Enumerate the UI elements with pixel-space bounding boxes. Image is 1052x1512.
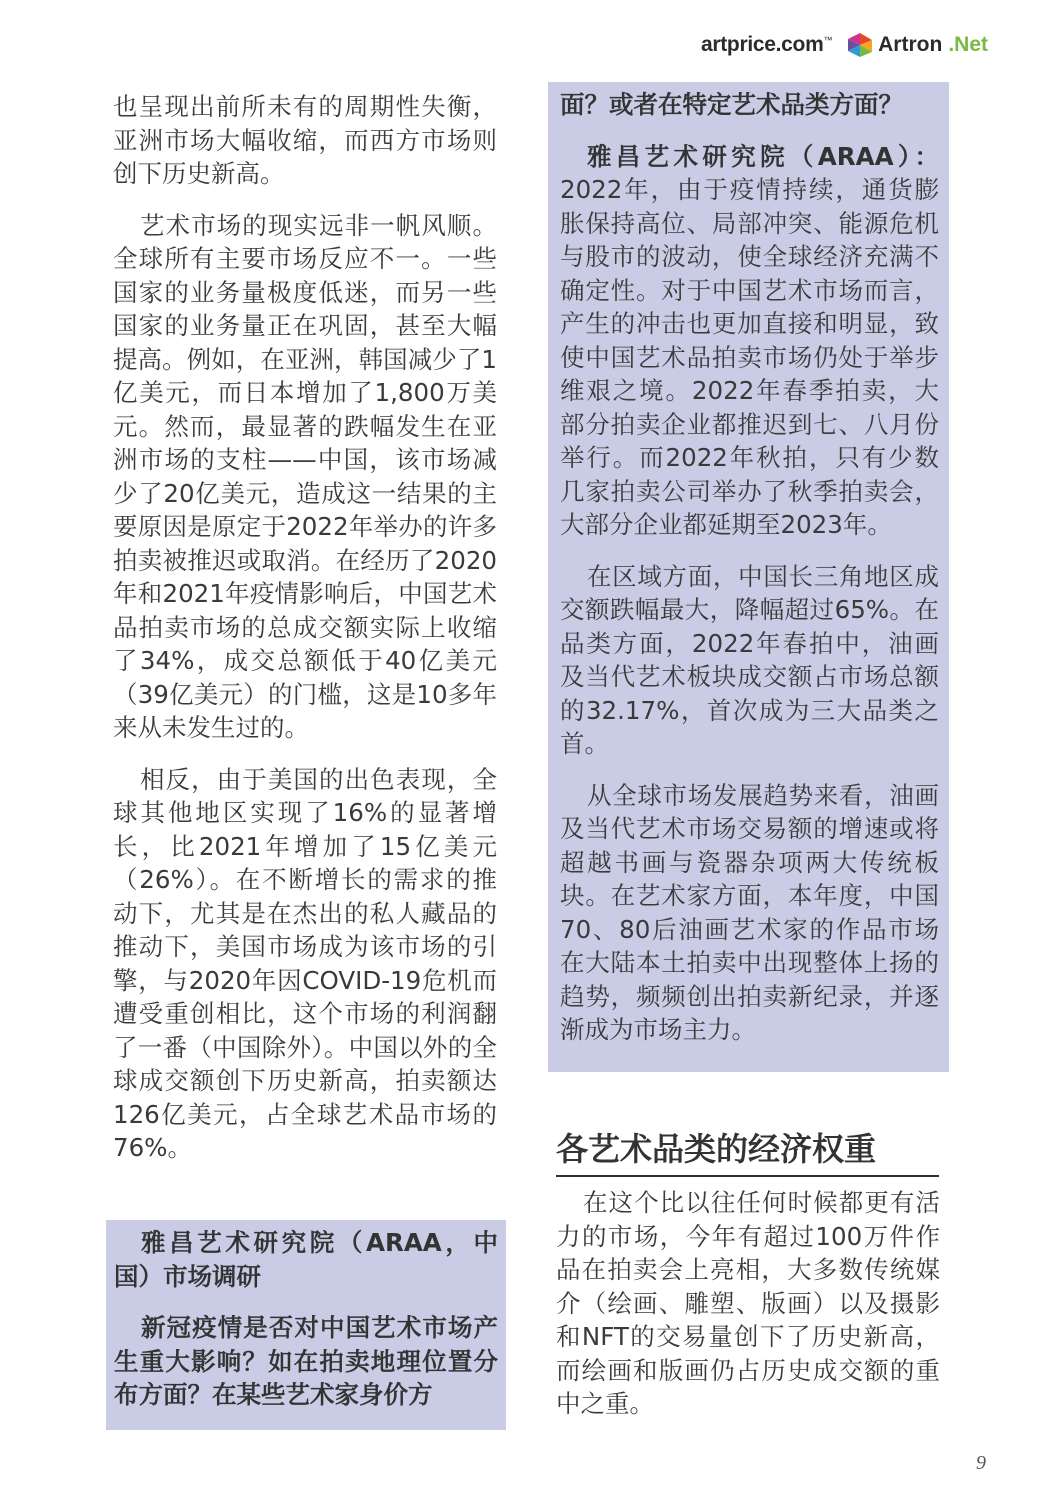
artprice-logo-text: artprice.com — [700, 33, 824, 56]
section-title: 各艺术品类的经济权重 — [556, 1130, 877, 1168]
araa-answer-paragraph-3: 从全球市场发展趋势来看，油画及当代艺术市场交易额的增速或将超越书画与瓷器杂项两大传统板块。在艺术家方面，本年度，中国70、80后油画艺术家的作品市场在大陆本土拍卖中出现整体上扬的趋势，频频创出拍卖新纪录，并逐渐成为市场主力。 — [560, 780, 939, 1044]
artron-logo — [846, 31, 988, 59]
araa-box-title: 雅昌艺术研究院（ARAA，中国）市场调研 — [114, 1228, 498, 1291]
section-body — [556, 1186, 940, 1439]
artprice-logo — [701, 33, 832, 57]
araa-box-left — [106, 1220, 506, 1430]
araa-answer-paragraph-1 — [560, 140, 939, 542]
araa-question: 新冠疫情是否对中国艺术市场产生重大影响？如在拍卖地理位置分布方面？在某些艺术家身价方 — [114, 1313, 498, 1409]
araa-question-continued: 面？或者在特定艺术品类方面？ — [560, 90, 903, 119]
left-paragraph-1: 也呈现出前所未有的周期性失衡，亚洲市场大幅收缩，而西方市场则创下历史新高。 — [113, 92, 497, 188]
araa-answer-label: 雅昌艺术研究院（ARAA）： — [586, 141, 939, 171]
left-column — [113, 90, 497, 1183]
section-paragraph-1: 在这个比以往任何时候都更有活力的市场，今年有超过100万件作品在拍卖会上亮相，大多数传统媒介（绘画、雕塑、版画）以及摄影和NFT的交易量创下了历史新高，而绘画和版画仍占历史成交额的重中之重。 — [556, 1188, 940, 1418]
left-paragraph-3: 相反，由于美国的出色表现，全球其他地区实现了16%的显著增长，比2021年增加了15亿美元（26%）。在不断增长的需求的推动下，尤其是在杰出的私人藏品的推动下，美国市场成为该市场的引擎，与2020年因COVID-19危机而遭受重创相比，这个市场的利润翻了一番（中国除外）。中国以外的全球成交额创下历史新高，拍卖额达126亿美元，占全球艺术品市场的76%。 — [113, 764, 497, 1162]
artron-net-text: .Net — [948, 33, 988, 56]
araa-answer-paragraph-2: 在区域方面，中国长三角地区成交额跌幅最大，降幅超过65%。在品类方面，2022年春拍中，油画及当代艺术板块成交额占市场总额的32.17%，首次成为三大品类之首。 — [560, 561, 939, 758]
page-header — [701, 30, 988, 60]
artprice-trademark: ™ — [823, 35, 833, 45]
artron-mark-icon — [846, 31, 874, 59]
section-divider — [556, 1175, 939, 1177]
araa-box-right — [548, 82, 949, 1072]
araa-answer-text-1: 2022年，由于疫情持续，通货膨胀保持高位、局部冲突、能源危机与股市的波动，使全球经济充满不确定性。对于中国艺术市场而言，产生的冲击也更加直接和明显，致使中国艺术品拍卖市场仍处于举步维艰之境。2022年春季拍卖，大部分拍卖企业都推迟到七、八月份举行。而2022年秋拍，只有少数几家拍卖公司举办了秋季拍卖会，大部分企业都延期至2023年。 — [560, 175, 939, 539]
artron-logo-text: Artron — [878, 33, 943, 56]
page-number: 9 — [976, 1452, 986, 1474]
left-paragraph-2: 艺术市场的现实远非一帆风顺。全球所有主要市场反应不一。一些国家的业务量极度低迷，而另一些国家的业务量正在巩固，甚至大幅提高。例如，在亚洲，韩国减少了1亿美元，而日本增加了1,800万美元。然而，最显著的跌幅发生在亚洲市场的支柱——中国，该市场减少了20亿美元，造成这一结果的主要原因是原定于2022年举办的许多拍卖被推迟或取消。在经历了2020年和2021年疫情影响后，中国艺术品拍卖市场的总成交额实际上收缩了34%，成交总额低于40亿美元（39亿美元）的门槛，这是10多年来从未发生过的。 — [113, 210, 497, 742]
